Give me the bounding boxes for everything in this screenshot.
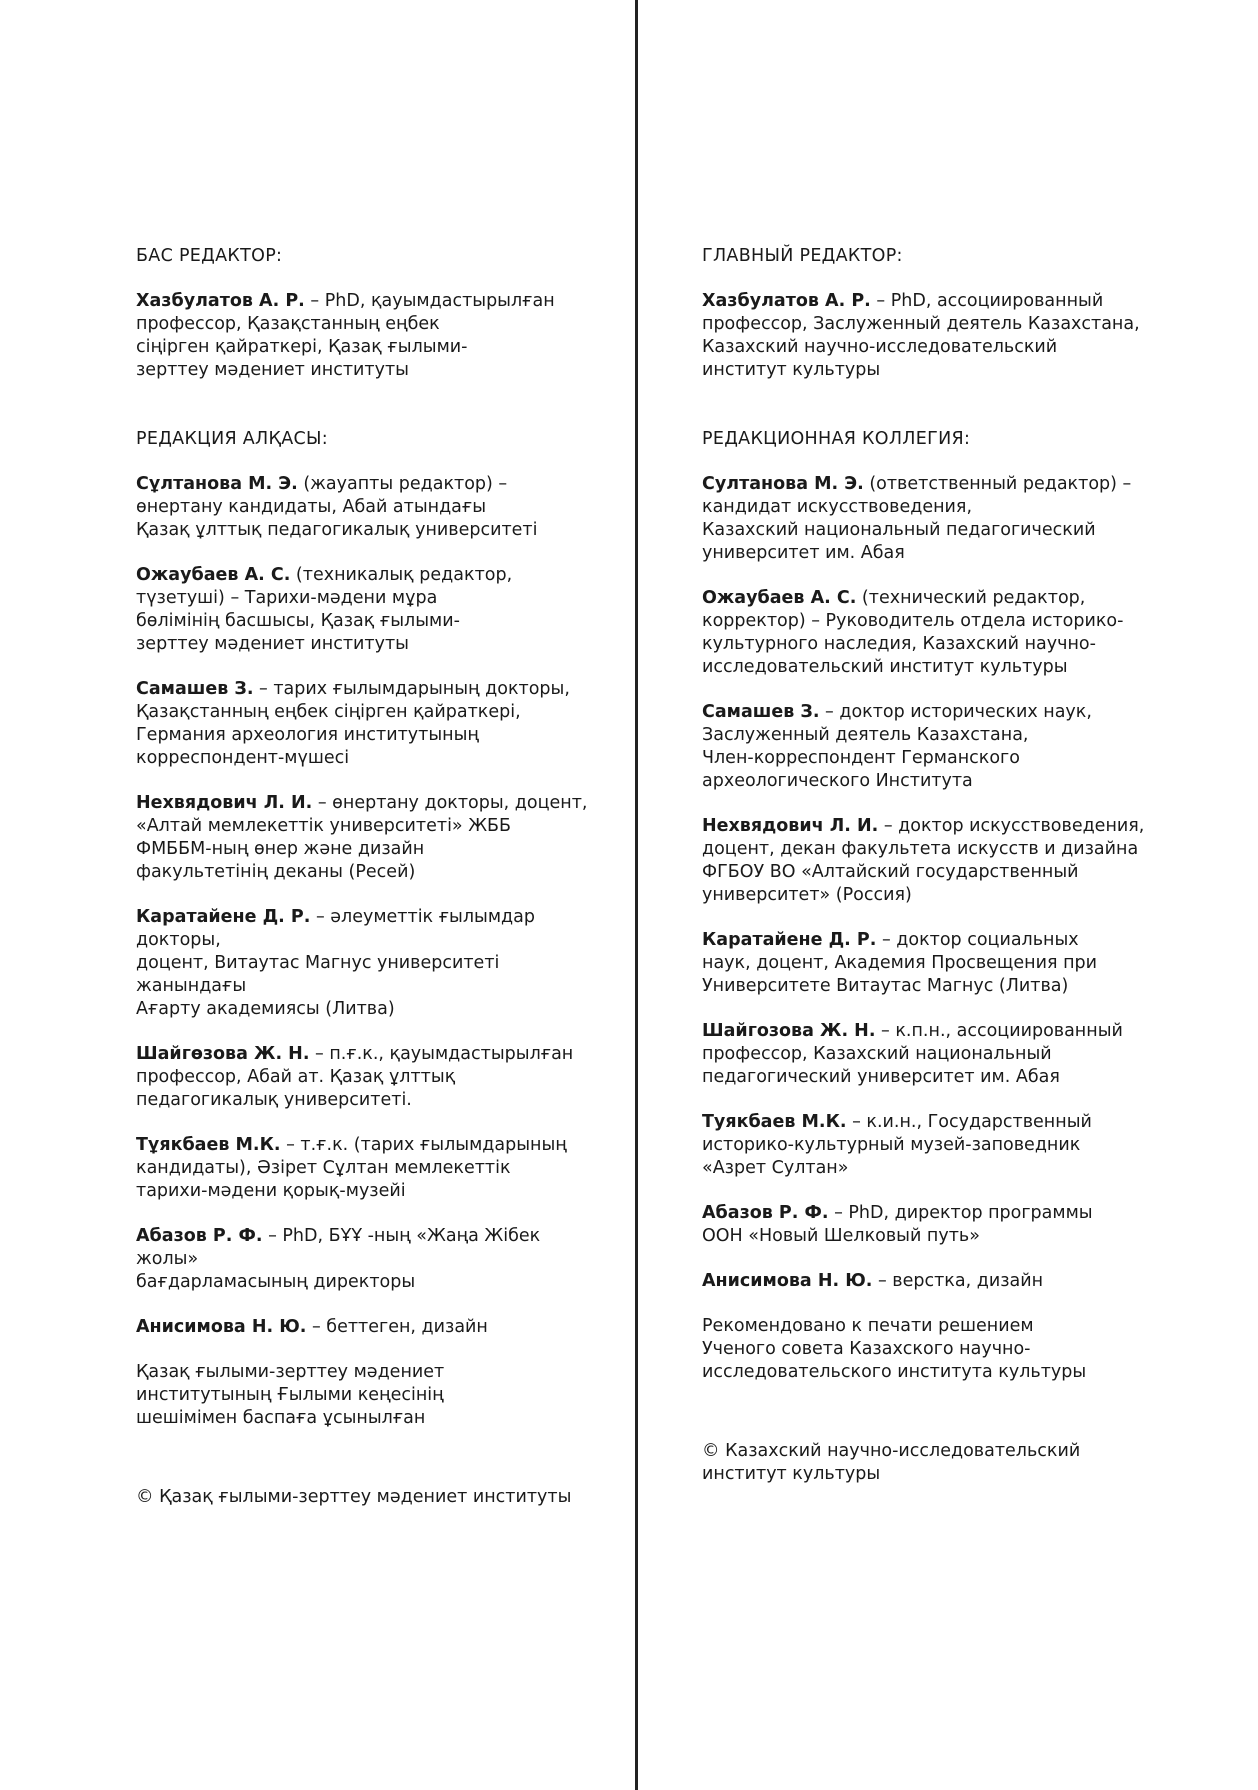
member-name: Шайгөзова Ж. Н.	[136, 1044, 310, 1064]
member-name: Абазов Р. Ф.	[702, 1203, 829, 1223]
board-member	[702, 815, 1172, 907]
member-name: Тұякбаев М.К.	[136, 1135, 281, 1155]
board-member	[136, 678, 606, 770]
russian-column	[702, 245, 1172, 1504]
board-member	[136, 1225, 606, 1294]
member-description: – өнертану докторы, доцент, «Алтай мемлекеттік университеті» ЖББ ФМББМ-ның өнер және дизайн факультетінің деканы (Ресей)	[136, 793, 588, 882]
recommendation-note: Қазақ ғылыми-зерттеу мәдениет институтының Ғылыми кеңесінің шешімімен баспаға ұсынылған	[136, 1362, 445, 1428]
board-member	[702, 701, 1172, 793]
member-description: – доктор социальных наук, доцент, Академия Просвещения при Университете Витаутас Магнус (Литва)	[702, 930, 1098, 996]
board-member	[136, 564, 606, 656]
board-member	[136, 906, 606, 1021]
member-name: Туякбаев М.К.	[702, 1112, 847, 1132]
copyright-notice: © Қазақ ғылыми-зерттеу мәдениет институты	[136, 1487, 572, 1507]
copyright-notice: © Казахский научно-исследовательский институт культуры	[702, 1441, 1081, 1484]
member-name: Каратайене Д. Р.	[136, 907, 311, 927]
member-description: (жауапты редактор) – өнертану кандидаты, Абай атындағы Қазақ ұлттық педагогикалық университеті	[136, 474, 538, 540]
member-description: – доктор искусствоведения, доцент, декан факультета искусств и дизайна ФГБОУ ВО «Алтайский государственный университет» (Россия)	[702, 816, 1145, 905]
kazakh-column	[136, 245, 606, 1527]
member-name: Нехвядович Л. И.	[702, 816, 879, 836]
member-name: Хазбулатов А. Р.	[136, 291, 305, 311]
board-member	[702, 1270, 1172, 1293]
chief-editor-entry	[702, 290, 1172, 382]
member-name: Шайгозова Ж. Н.	[702, 1021, 876, 1041]
board-members-list	[702, 473, 1172, 1293]
member-name: Хазбулатов А. Р.	[702, 291, 871, 311]
board-member	[136, 792, 606, 884]
member-description: – т.ғ.к. (тарих ғылымдарының кандидаты), Әзірет Сұлтан мемлекеттік тарихи-мәдени қорық-музейі	[136, 1135, 567, 1201]
member-name: Анисимова Н. Ю.	[702, 1271, 873, 1291]
member-description: – беттеген, дизайн	[306, 1317, 488, 1337]
member-description: – к.и.н., Государственный историко-культурный музей-заповедник «Азрет Султан»	[702, 1112, 1092, 1178]
member-name: Каратайене Д. Р.	[702, 930, 877, 950]
member-name: Султанова М. Э.	[702, 474, 864, 494]
member-name: Нехвядович Л. И.	[136, 793, 313, 813]
board-member	[702, 1111, 1172, 1180]
member-name: Самашев З.	[702, 702, 820, 722]
member-description: (ответственный редактор) – кандидат искусствоведения, Казахский национальный педагогический университет им. Абая	[702, 474, 1132, 563]
board-heading: РЕДАКЦИОННАЯ КОЛЛЕГИЯ:	[702, 429, 971, 449]
editor-heading: ГЛАВНЫЙ РЕДАКТОР:	[702, 246, 903, 266]
member-description: – к.п.н., ассоциированный профессор, Казахский национальный педагогический университет им. Абая	[702, 1021, 1123, 1087]
chief-editor-entry	[136, 290, 606, 382]
board-heading: РЕДАКЦИЯ АЛҚАСЫ:	[136, 429, 328, 449]
board-member	[702, 473, 1172, 565]
member-description: – PhD, ассоциированный профессор, Заслуженный деятель Казахстана, Казахский научно-исследовательский институт культуры	[702, 291, 1140, 380]
editor-heading: БАС РЕДАКТОР:	[136, 246, 283, 266]
board-member	[702, 1020, 1172, 1089]
member-name: Ожаубаев А. С.	[136, 565, 291, 585]
board-member	[136, 1316, 606, 1339]
member-name: Абазов Р. Ф.	[136, 1226, 263, 1246]
member-description: – PhD, қауымдастырылған профессор, Қазақстанның еңбек сіңірген қайраткері, Қазақ ғылыми- зерттеу мәдениет институты	[136, 291, 555, 380]
member-description: – верстка, дизайн	[872, 1271, 1044, 1291]
board-member	[702, 1202, 1172, 1248]
board-member	[136, 473, 606, 542]
recommendation-note: Рекомендовано к печати решением Ученого совета Казахского научно- исследовательского института культуры	[702, 1316, 1087, 1382]
board-member	[136, 1043, 606, 1112]
member-description: – PhD, директор программы ООН «Новый Шелковый путь»	[702, 1203, 1093, 1246]
board-member	[702, 929, 1172, 998]
member-description: (техникалық редактор, түзетуші) – Тарихи-мәдени мұра бөлімінің басшысы, Қазақ ғылыми- зерттеу мәдениет институты	[136, 565, 513, 654]
member-name: Сұлтанова М. Э.	[136, 474, 298, 494]
member-description: – тарих ғылымдарының докторы, Қазақстанның еңбек сіңірген қайраткері, Германия археология институтының корреспондент-мүшесі	[136, 679, 570, 768]
member-description: – PhD, БҰҰ -ның «Жаңа Жібек жолы» бағдарламасының директоры	[136, 1226, 541, 1292]
member-name: Анисимова Н. Ю.	[136, 1317, 307, 1337]
board-member	[702, 587, 1172, 679]
member-description: – әлеуметтік ғылымдар докторы, доцент, Витаутас Магнус университеті жанындағы Ағарту академиясы (Литва)	[136, 907, 535, 1019]
member-name: Самашев З.	[136, 679, 254, 699]
member-description: – п.ғ.к., қауымдастырылған профессор, Абай ат. Қазақ ұлттық педагогикалық университеті.	[136, 1044, 574, 1110]
member-name: Ожаубаев А. С.	[702, 588, 857, 608]
column-divider	[635, 0, 638, 1790]
member-description: (технический редактор, корректор) – Руководитель отдела историко- культурного наследия, Казахский научно- исследовательский институт культуры	[702, 588, 1124, 677]
member-description: – доктор исторических наук, Заслуженный деятель Казахстана, Член-корреспондент Германского археологического Института	[702, 702, 1092, 791]
board-members-list	[136, 473, 606, 1339]
board-member	[136, 1134, 606, 1203]
